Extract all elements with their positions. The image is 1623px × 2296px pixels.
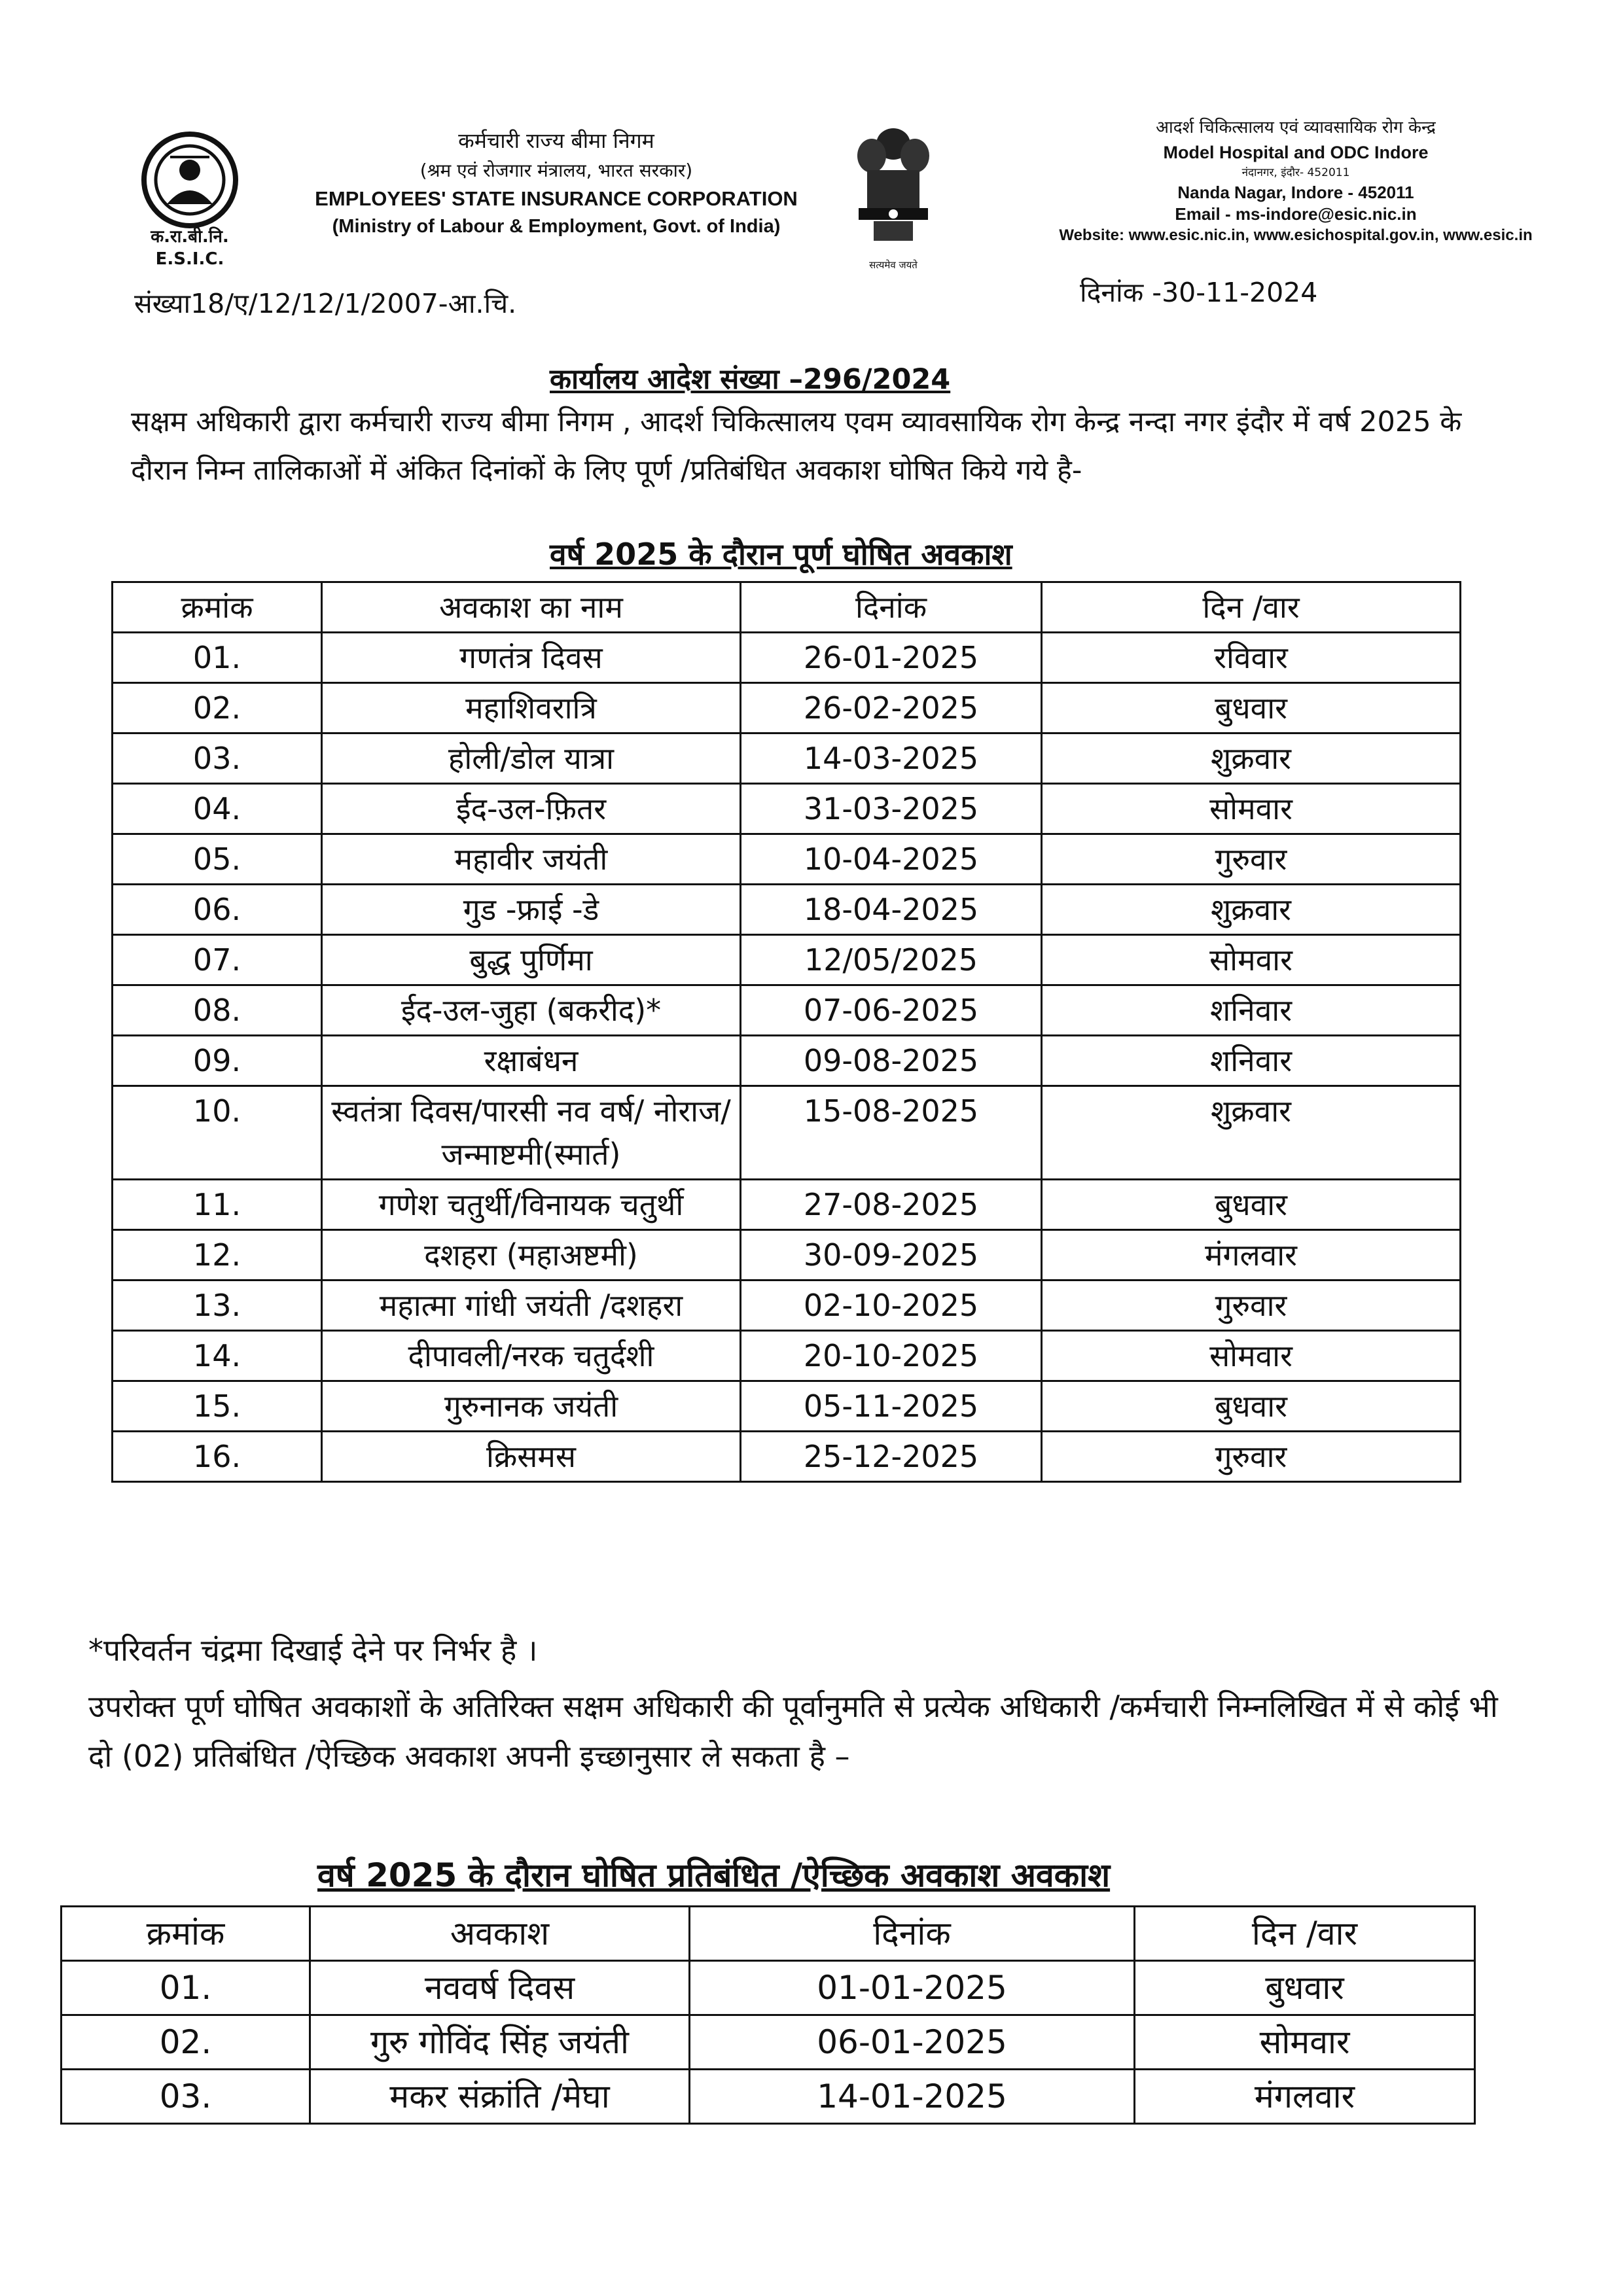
day-cell: गुरुवार bbox=[1042, 1280, 1461, 1331]
header-day: दिन /वार bbox=[1135, 1907, 1475, 1961]
day-cell: शनिवार bbox=[1042, 985, 1461, 1036]
table-row bbox=[113, 1086, 1461, 1180]
holiday-name-cell: दीपावली/नरक चतुर्दशी bbox=[322, 1331, 741, 1381]
date-cell: 30-09-2025 bbox=[741, 1230, 1042, 1280]
serial-cell: 03. bbox=[113, 733, 322, 784]
esic-logo-caption: क.रा.बी.नि. E.S.I.C. bbox=[151, 227, 229, 269]
table-row bbox=[113, 834, 1461, 885]
org-name-hindi: कर्मचारी राज्य बीमा निगम bbox=[458, 128, 654, 153]
date-cell: 14-03-2025 bbox=[741, 733, 1042, 784]
serial-cell: 15. bbox=[113, 1381, 322, 1432]
date-cell: 18-04-2025 bbox=[741, 885, 1042, 935]
table-row bbox=[113, 885, 1461, 935]
table-row bbox=[113, 1180, 1461, 1230]
holiday-name-cell: महावीर जयंती bbox=[322, 834, 741, 885]
day-cell: सोमवार bbox=[1042, 784, 1461, 834]
date-cell: 31-03-2025 bbox=[741, 784, 1042, 834]
serial-cell: 16. bbox=[113, 1432, 322, 1482]
date-cell: 10-04-2025 bbox=[741, 834, 1042, 885]
holiday-name-cell: रक्षाबंधन bbox=[322, 1036, 741, 1086]
table-header-row bbox=[113, 582, 1461, 633]
table-row bbox=[113, 1331, 1461, 1381]
table-row bbox=[62, 2015, 1475, 2070]
day-cell: सोमवार bbox=[1135, 2015, 1475, 2070]
holiday-name-cell: ईद-उल-जुहा (बकरीद)* bbox=[322, 985, 741, 1036]
day-cell: शुक्रवार bbox=[1042, 885, 1461, 935]
hospital-name-hindi: आदर्श चिकित्सालय एवं व्यावसायिक रोग केन्द्र bbox=[1156, 118, 1436, 137]
order-date: दिनांक -30-11-2024 bbox=[1080, 277, 1318, 308]
date-cell: 27-08-2025 bbox=[741, 1180, 1042, 1230]
holiday-name-cell: दशहरा (महाअष्टमी) bbox=[322, 1230, 741, 1280]
date-cell: 14-01-2025 bbox=[690, 2070, 1135, 2124]
reference-number: संख्या18/ए/12/12/1/2007-आ.चि. bbox=[134, 288, 517, 319]
holiday-name-cell: गुरु गोविंद सिंह जयंती bbox=[310, 2015, 690, 2070]
day-cell: शनिवार bbox=[1042, 1036, 1461, 1086]
holiday-name-cell: होली/डोल यात्रा bbox=[322, 733, 741, 784]
date-cell: 26-01-2025 bbox=[741, 633, 1042, 683]
ministry-hindi: (श्रम एवं रोजगार मंत्रालय, भारत सरकार) bbox=[419, 160, 693, 181]
org-header bbox=[288, 124, 825, 239]
gazetted-holidays-table bbox=[111, 581, 1461, 1483]
table-row bbox=[113, 683, 1461, 733]
esic-logo bbox=[141, 131, 239, 229]
serial-cell: 10. bbox=[113, 1086, 322, 1180]
restricted-holidays-title: वर्ष 2025 के दौरान घोषित प्रतिबंधित /ऐच्छिक अवकाश अवकाश bbox=[317, 1856, 1111, 1894]
emblem-motto: सत्यमेव जयते bbox=[869, 259, 918, 271]
date-cell: 05-11-2025 bbox=[741, 1381, 1042, 1432]
email-text: Email - ms-indore@esic.nic.in bbox=[1175, 204, 1417, 224]
holiday-name-cell: बुद्ध पुर्णिमा bbox=[322, 935, 741, 985]
holiday-name-cell: गणतंत्र दिवस bbox=[322, 633, 741, 683]
date-cell: 09-08-2025 bbox=[741, 1036, 1042, 1086]
date-cell: 01-01-2025 bbox=[690, 1961, 1135, 2015]
serial-cell: 05. bbox=[113, 834, 322, 885]
serial-cell: 02. bbox=[62, 2015, 310, 2070]
holiday-name-cell: गुरुनानक जयंती bbox=[322, 1381, 741, 1432]
holiday-name-cell: गुड -फ्राई -डे bbox=[322, 885, 741, 935]
table-row bbox=[113, 985, 1461, 1036]
table-row bbox=[113, 1036, 1461, 1086]
moon-sighting-note: *परिवर्तन चंद्रमा दिखाई देने पर निर्भर है । bbox=[88, 1633, 538, 1668]
serial-cell: 13. bbox=[113, 1280, 322, 1331]
day-cell: गुरुवार bbox=[1042, 834, 1461, 885]
hospital-header bbox=[982, 115, 1610, 247]
serial-cell: 12. bbox=[113, 1230, 322, 1280]
restricted-holidays-table bbox=[60, 1905, 1476, 2125]
serial-cell: 04. bbox=[113, 784, 322, 834]
header-date: दिनांक bbox=[690, 1907, 1135, 1961]
header-date: दिनांक bbox=[741, 582, 1042, 633]
holiday-name-cell: महाशिवरात्रि bbox=[322, 683, 741, 733]
day-cell: बुधवार bbox=[1042, 683, 1461, 733]
serial-cell: 09. bbox=[113, 1036, 322, 1086]
org-name-english: EMPLOYEES' STATE INSURANCE CORPORATION bbox=[315, 187, 798, 210]
table-row bbox=[113, 1381, 1461, 1432]
day-cell: गुरुवार bbox=[1042, 1432, 1461, 1482]
address-hindi: नंदानगर, इंदौर- 452011 bbox=[1241, 166, 1350, 179]
header-day: दिन /वार bbox=[1042, 582, 1461, 633]
table-row bbox=[113, 1230, 1461, 1280]
table-header-row bbox=[62, 1907, 1475, 1961]
holiday-name-cell: स्वतंत्रा दिवस/पारसी नव वर्ष/ नोराज/जन्माष्टमी(स्मार्त) bbox=[322, 1086, 741, 1180]
date-cell: 12/05/2025 bbox=[741, 935, 1042, 985]
date-cell: 02-10-2025 bbox=[741, 1280, 1042, 1331]
day-cell: शुक्रवार bbox=[1042, 1086, 1461, 1180]
table-row bbox=[62, 2070, 1475, 2124]
date-cell: 15-08-2025 bbox=[741, 1086, 1042, 1180]
serial-cell: 11. bbox=[113, 1180, 322, 1230]
website-text: Website: www.esic.nic.in, www.esichospital.gov.in, www.esic.in bbox=[1059, 226, 1533, 244]
date-cell: 20-10-2025 bbox=[741, 1331, 1042, 1381]
table-row bbox=[113, 1280, 1461, 1331]
gazetted-holidays-title: वर्ष 2025 के दौरान पूर्ण घोषित अवकाश bbox=[550, 537, 1012, 572]
serial-cell: 02. bbox=[113, 683, 322, 733]
serial-cell: 07. bbox=[113, 935, 322, 985]
serial-cell: 01. bbox=[62, 1961, 310, 2015]
table-row bbox=[113, 935, 1461, 985]
table-row bbox=[62, 1961, 1475, 2015]
holiday-name-cell: मकर संक्रांति /मेघा bbox=[310, 2070, 690, 2124]
day-cell: मंगलवार bbox=[1042, 1230, 1461, 1280]
holiday-name-cell: महात्मा गांधी जयंती /दशहरा bbox=[322, 1280, 741, 1331]
header-holiday-name: अवकाश का नाम bbox=[322, 582, 741, 633]
table-row bbox=[113, 784, 1461, 834]
day-cell: मंगलवार bbox=[1135, 2070, 1475, 2124]
national-emblem-icon bbox=[844, 118, 942, 249]
table-row bbox=[113, 1432, 1461, 1482]
serial-cell: 01. bbox=[113, 633, 322, 683]
header-holiday: अवकाश bbox=[310, 1907, 690, 1961]
date-cell: 06-01-2025 bbox=[690, 2015, 1135, 2070]
serial-cell: 08. bbox=[113, 985, 322, 1036]
day-cell: रविवार bbox=[1042, 633, 1461, 683]
table-row bbox=[113, 733, 1461, 784]
table-row bbox=[113, 633, 1461, 683]
ministry-english: (Ministry of Labour & Employment, Govt. of India) bbox=[332, 216, 781, 237]
holiday-name-cell: गणेश चतुर्थी/विनायक चतुर्थी bbox=[322, 1180, 741, 1230]
day-cell: बुधवार bbox=[1042, 1381, 1461, 1432]
day-cell: बुधवार bbox=[1042, 1180, 1461, 1230]
date-cell: 26-02-2025 bbox=[741, 683, 1042, 733]
header-serial: क्रमांक bbox=[62, 1907, 310, 1961]
day-cell: बुधवार bbox=[1135, 1961, 1475, 2015]
holiday-name-cell: नववर्ष दिवस bbox=[310, 1961, 690, 2015]
header-serial: क्रमांक bbox=[113, 582, 322, 633]
day-cell: शुक्रवार bbox=[1042, 733, 1461, 784]
serial-cell: 14. bbox=[113, 1331, 322, 1381]
hospital-name-english: Model Hospital and ODC Indore bbox=[1163, 143, 1429, 162]
day-cell: सोमवार bbox=[1042, 1331, 1461, 1381]
holiday-name-cell: क्रिसमस bbox=[322, 1432, 741, 1482]
address-english: Nanda Nagar, Indore - 452011 bbox=[1177, 183, 1414, 202]
day-cell: सोमवार bbox=[1042, 935, 1461, 985]
intro-paragraph: सक्षम अधिकारी द्वारा कर्मचारी राज्य बीमा निगम , आदर्श चिकित्सालय एवम व्यावसायिक रोग केन्द्र नन्दा नगर इंदौर में वर्ष 2025 के दौरान निम्न तालिकाओं में अंकित दिनांकों के लिए पूर्ण /प्रतिबंधित अवकाश घोषित किये गये है- bbox=[131, 406, 1462, 487]
restricted-holiday-paragraph: उपरोक्त पूर्ण घोषित अवकाशों के अतिरिक्त सक्षम अधिकारी की पूर्वानुमति से प्रत्येक अधिकारी /कर्मचारी निम्नलिखित में से कोई भी दो (02) प्रतिबंधित /ऐच्छिक अवकाश अपनी इच्छानुसार ले सकता है – bbox=[88, 1689, 1498, 1774]
date-cell: 25-12-2025 bbox=[741, 1432, 1042, 1482]
date-cell: 07-06-2025 bbox=[741, 985, 1042, 1036]
serial-cell: 03. bbox=[62, 2070, 310, 2124]
order-title: कार्यालय आदेश संख्या –296/2024 bbox=[550, 363, 951, 396]
serial-cell: 06. bbox=[113, 885, 322, 935]
holiday-name-cell: ईद-उल-फ़ितर bbox=[322, 784, 741, 834]
